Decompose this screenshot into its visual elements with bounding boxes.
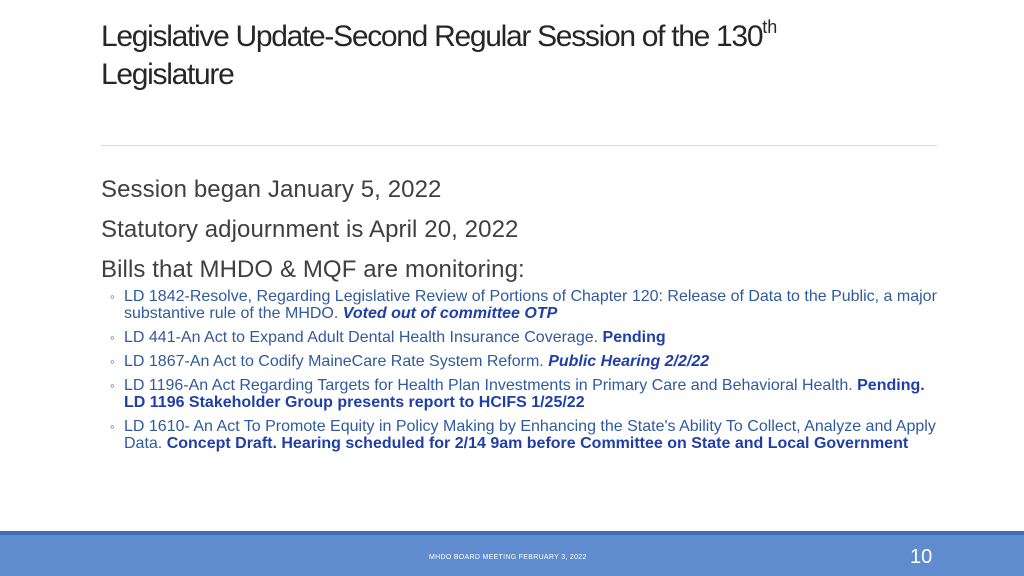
page-number: 10 (910, 546, 933, 568)
adjournment-line: Statutory adjournment is April 20, 2022 (101, 216, 519, 243)
title-main: Legislative Update-Second Regular Session of the 130 (101, 20, 763, 53)
bill-item-ld1867 (101, 353, 946, 370)
footer-accent-line (0, 531, 1024, 535)
slide-title (101, 18, 941, 94)
bill-text: LD 1842-Resolve, Regarding Legislative Review of Portions of Chapter 120: Release of Data to the Public, a major substantive rule of the MHDO. (124, 288, 937, 322)
bullet-icon: ◦ (110, 419, 115, 434)
bill-item-ld1196 (101, 377, 946, 411)
bill-text: LD 1610- An Act To Promote Equity in Policy Making by Enhancing the State's Ability To Collect, Analyze and Apply Data. (124, 418, 936, 452)
session-began-line: Session began January 5, 2022 (101, 176, 442, 203)
bill-text: LD 441-An Act to Expand Adult Dental Health Insurance Coverage. (124, 329, 603, 346)
footer-meeting-label: MHDO BOARD MEETING FEBRUARY 3, 2022 (429, 554, 587, 561)
bills-list (101, 288, 951, 452)
bill-status: Concept Draft. Hearing scheduled for 2/14 9am before Committee on State and Local Government (166, 435, 909, 452)
bill-text: LD 1196-An Act Regarding Targets for Health Plan Investments in Primary Care and Behavioral Health. (124, 377, 858, 394)
bullet-icon: ◦ (110, 289, 115, 304)
bill-status: Voted out of committee OTP (342, 305, 558, 322)
title-superscript: th (762, 17, 778, 37)
bill-status: Pending. LD 1196 Stakeholder Group presents report to HCIFS 1/25/22 (124, 377, 925, 411)
bill-item-ld441 (101, 329, 946, 346)
bullet-icon: ◦ (110, 354, 115, 369)
bills-monitoring-heading: Bills that MHDO & MQF are monitoring: (101, 256, 525, 283)
bullet-icon: ◦ (110, 330, 115, 345)
bill-status: Pending (602, 329, 666, 346)
bill-text: LD 1867-An Act to Codify MaineCare Rate System Reform. (124, 353, 549, 370)
title-line-2: Legislature (101, 58, 234, 91)
bill-status: Public Hearing 2/2/22 (548, 353, 710, 370)
title-divider (101, 145, 937, 146)
bill-item-ld1842 (101, 288, 946, 322)
bullet-icon: ◦ (110, 378, 115, 393)
bill-item-ld1610 (101, 418, 946, 452)
slide-body (101, 170, 951, 459)
